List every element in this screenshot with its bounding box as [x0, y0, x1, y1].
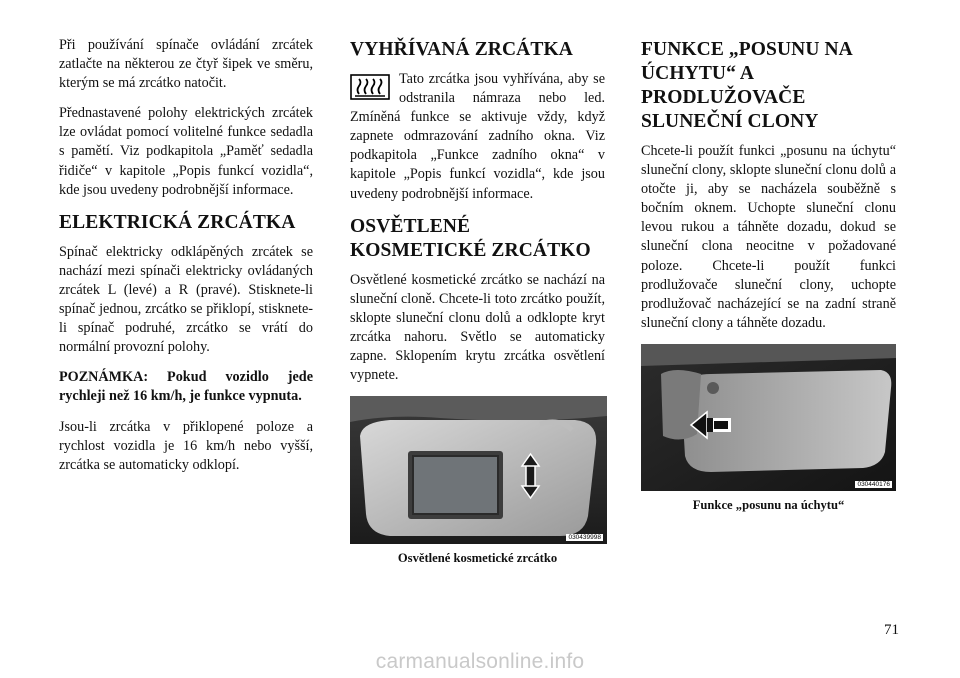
heading-power-folding-mirrors: ELEKTRICKÁ ZRCÁTKA	[59, 211, 296, 233]
rear-defrost-icon	[350, 74, 390, 100]
caption-sun-visor: Funkce „posunu na úchytu“	[692, 497, 845, 512]
caption-vanity-mirror: Osvětlené kosmetické zrcátko	[397, 551, 558, 566]
paragraph-folding-switch: Spínač elektricky odklápěných zrcátek se nachází mezi spínači elektricky ovládaných zrcátek L (levé) a R (pravé). Stisknete-li spínač jednou, zrcátko se přiklopí, stisknete-li spínač podruhé, zrcátko se vrátí do normální provozní polohy.	[59, 243, 313, 356]
vanity-mirror-photo	[350, 396, 607, 544]
paragraph-auto-unfold: Jsou-li zrcátka v přiklopené poloze a rychlost vozidla je 16 km/h nebo vyšší, zrcátka se automaticky odklopí.	[59, 418, 313, 473]
figure-id: 030439998	[568, 534, 601, 542]
column-middle	[350, 36, 605, 566]
note-speed-limit: POZNÁMKA: Pokud vozidlo jede rychleji než 16 km/h, je funkce vypnuta.	[59, 369, 313, 405]
heading-heated-mirrors: VYHŘÍVANÁ ZRCÁTKA	[350, 39, 573, 60]
sun-visor-illustration	[641, 344, 896, 491]
page-number: 71	[884, 622, 899, 638]
paragraph-memory-positions: Přednastavené polohy elektrických zrcátek lze ovládat pomocí volitelné funkce sedadla s pamětí. Viz podkapitola „Paměť sedadla řidiče“ v kapitole „Popis funkcí vozidla“, kde jsou uvedeny podrobnější informace.	[59, 105, 313, 198]
sun-visor-photo	[641, 344, 896, 491]
heated-mirrors-text: Tato zrcátka jsou vyhřívána, aby se odstranila námraza nebo led. Zmíněná funkce se aktivuje vždy, když zapnete odmrazování zadního okna. Viz podkapitola „Funkce zadního okna“ v kapitole „Popis funkcí vozidla“, kde jsou uvedeny podrobnější informace.	[350, 71, 605, 202]
figure-id: 030440176	[857, 480, 890, 488]
watermark: carmanualsonline.info	[375, 650, 585, 673]
heading-sun-visor-slide: FUNKCE „POSUNU NA ÚCHYTU“ A PRODLUŽOVAČE SLUNEČNÍ CLONY	[641, 39, 852, 132]
heading-illuminated-vanity-mirror: OSVĚTLENÉ KOSMETICKÉ ZRCÁTKO	[350, 215, 591, 261]
column-left	[59, 36, 313, 486]
paragraph-heated-mirrors	[350, 70, 605, 204]
paragraph-vanity-mirror: Osvětlené kosmetické zrcátko se nachází na sluneční cloně. Chcete-li toto zrcátko použít, sklopte sluneční clonu dolů a odklopte kryt zrcátka nahoru. Světlo se automaticky zapne. Sklopením krytu zrcátka osvětlení vypnete.	[350, 271, 605, 384]
paragraph-sun-visor: Chcete-li použít funkci „posunu na úchytu“ sluneční clony, sklopte sluneční clonu dolů a otočte ji, aby se nacházela souběžně s bočním oknem. Uchopte sluneční clonu levou rukou a táhněte dozadu, dokud se sluneční clona neocitne v požadované poloze. Chcete-li použít funkci prodlužovače sluneční clony, uchopte prodlužovač nacházející se na zadní straně sluneční clony a táhněte dozadu.	[641, 143, 896, 331]
paragraph-mirror-switch: Při používání spínače ovládání zrcátek zatlačte na některou ze čtyř šipek ve směru, kterým se má zrcátko natočit.	[59, 37, 313, 92]
column-right	[641, 36, 896, 513]
vanity-mirror-illustration	[350, 396, 607, 544]
